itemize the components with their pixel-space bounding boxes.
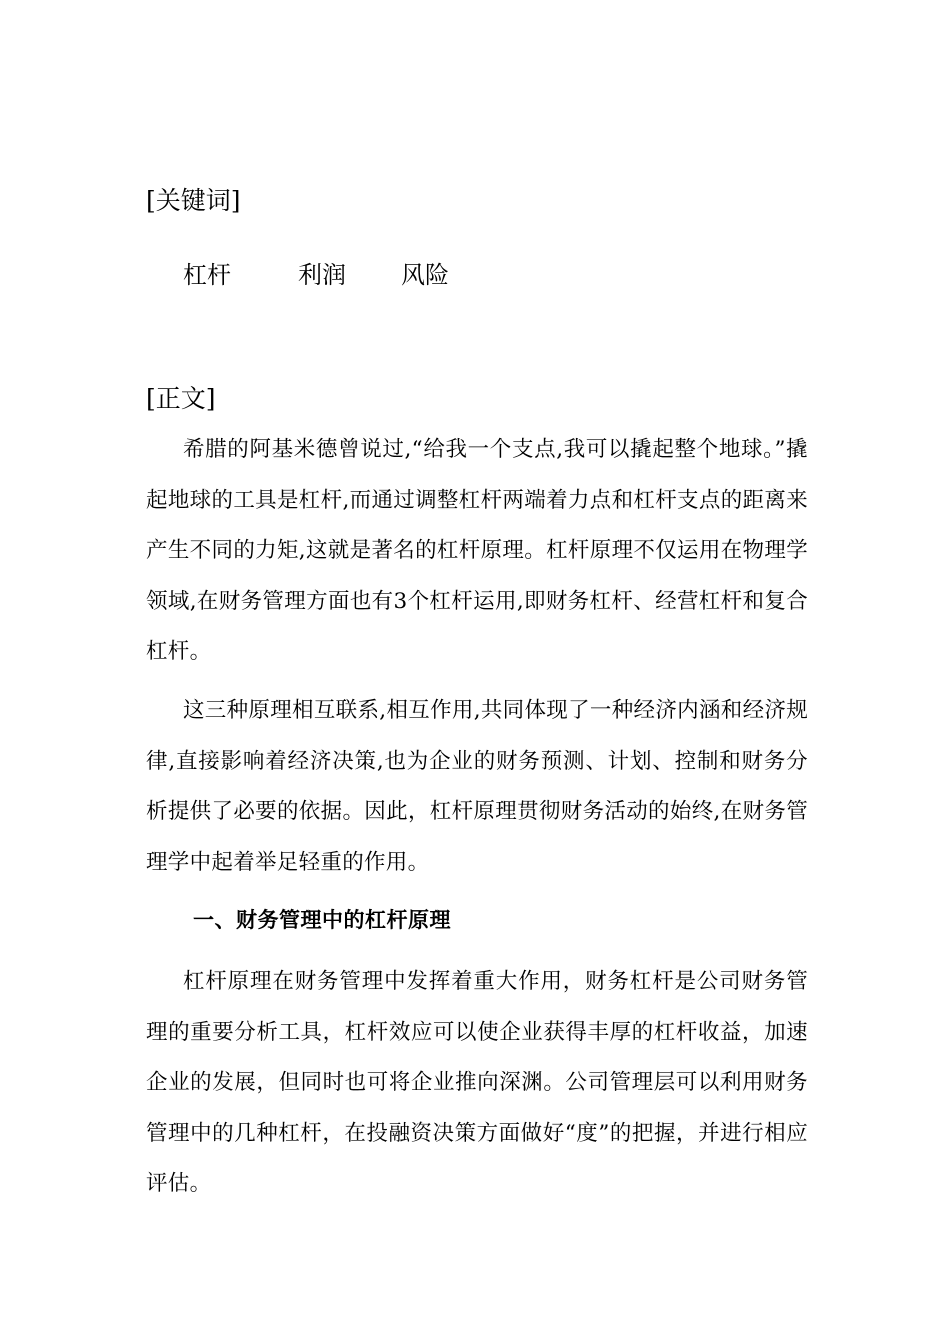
- keyword-item: 杠杆: [183, 261, 231, 289]
- keywords-heading: [关键词]: [146, 186, 241, 215]
- section-title: 一、财务管理中的杠杆原理: [193, 908, 451, 932]
- body-heading: [正文]: [146, 384, 216, 413]
- keyword-item: 利润: [298, 261, 346, 289]
- body-paragraph: 希腊的阿基米德曾说过,“给我一个支点,我可以撬起整个地球。”撬起地球的工具是杠杆,而通过调整杠杆两端着力点和杠杆支点的距离来产生不同的力矩,这就是著名的杠杆原理。杠杆原理不仅运用在物理学领域,在财务管理方面也有3个杠杆运用,即财务杠杆、经营杠杆和复合杠杆。: [146, 437, 808, 664]
- section-paragraph: 杠杆原理在财务管理中发挥着重大作用，财务杠杆是公司财务管理的重要分析工具，杠杆效应可以使企业获得丰厚的杠杆收益，加速企业的发展，但同时也可将企业推向深渊。公司管理层可以利用财务管理中的几种杠杆，在投融资决策方面做好“度”的把握，并进行相应评估。: [146, 969, 808, 1196]
- keyword-item: 风险: [401, 261, 449, 289]
- body-paragraph: 这三种原理相互联系,相互作用,共同体现了一种经济内涵和经济规律,直接影响着经济决策,也为企业的财务预测、计划、控制和财务分析提供了必要的依据。因此，杠杆原理贯彻财务活动的始终,在财务管理学中起着举足轻重的作用。: [146, 698, 808, 875]
